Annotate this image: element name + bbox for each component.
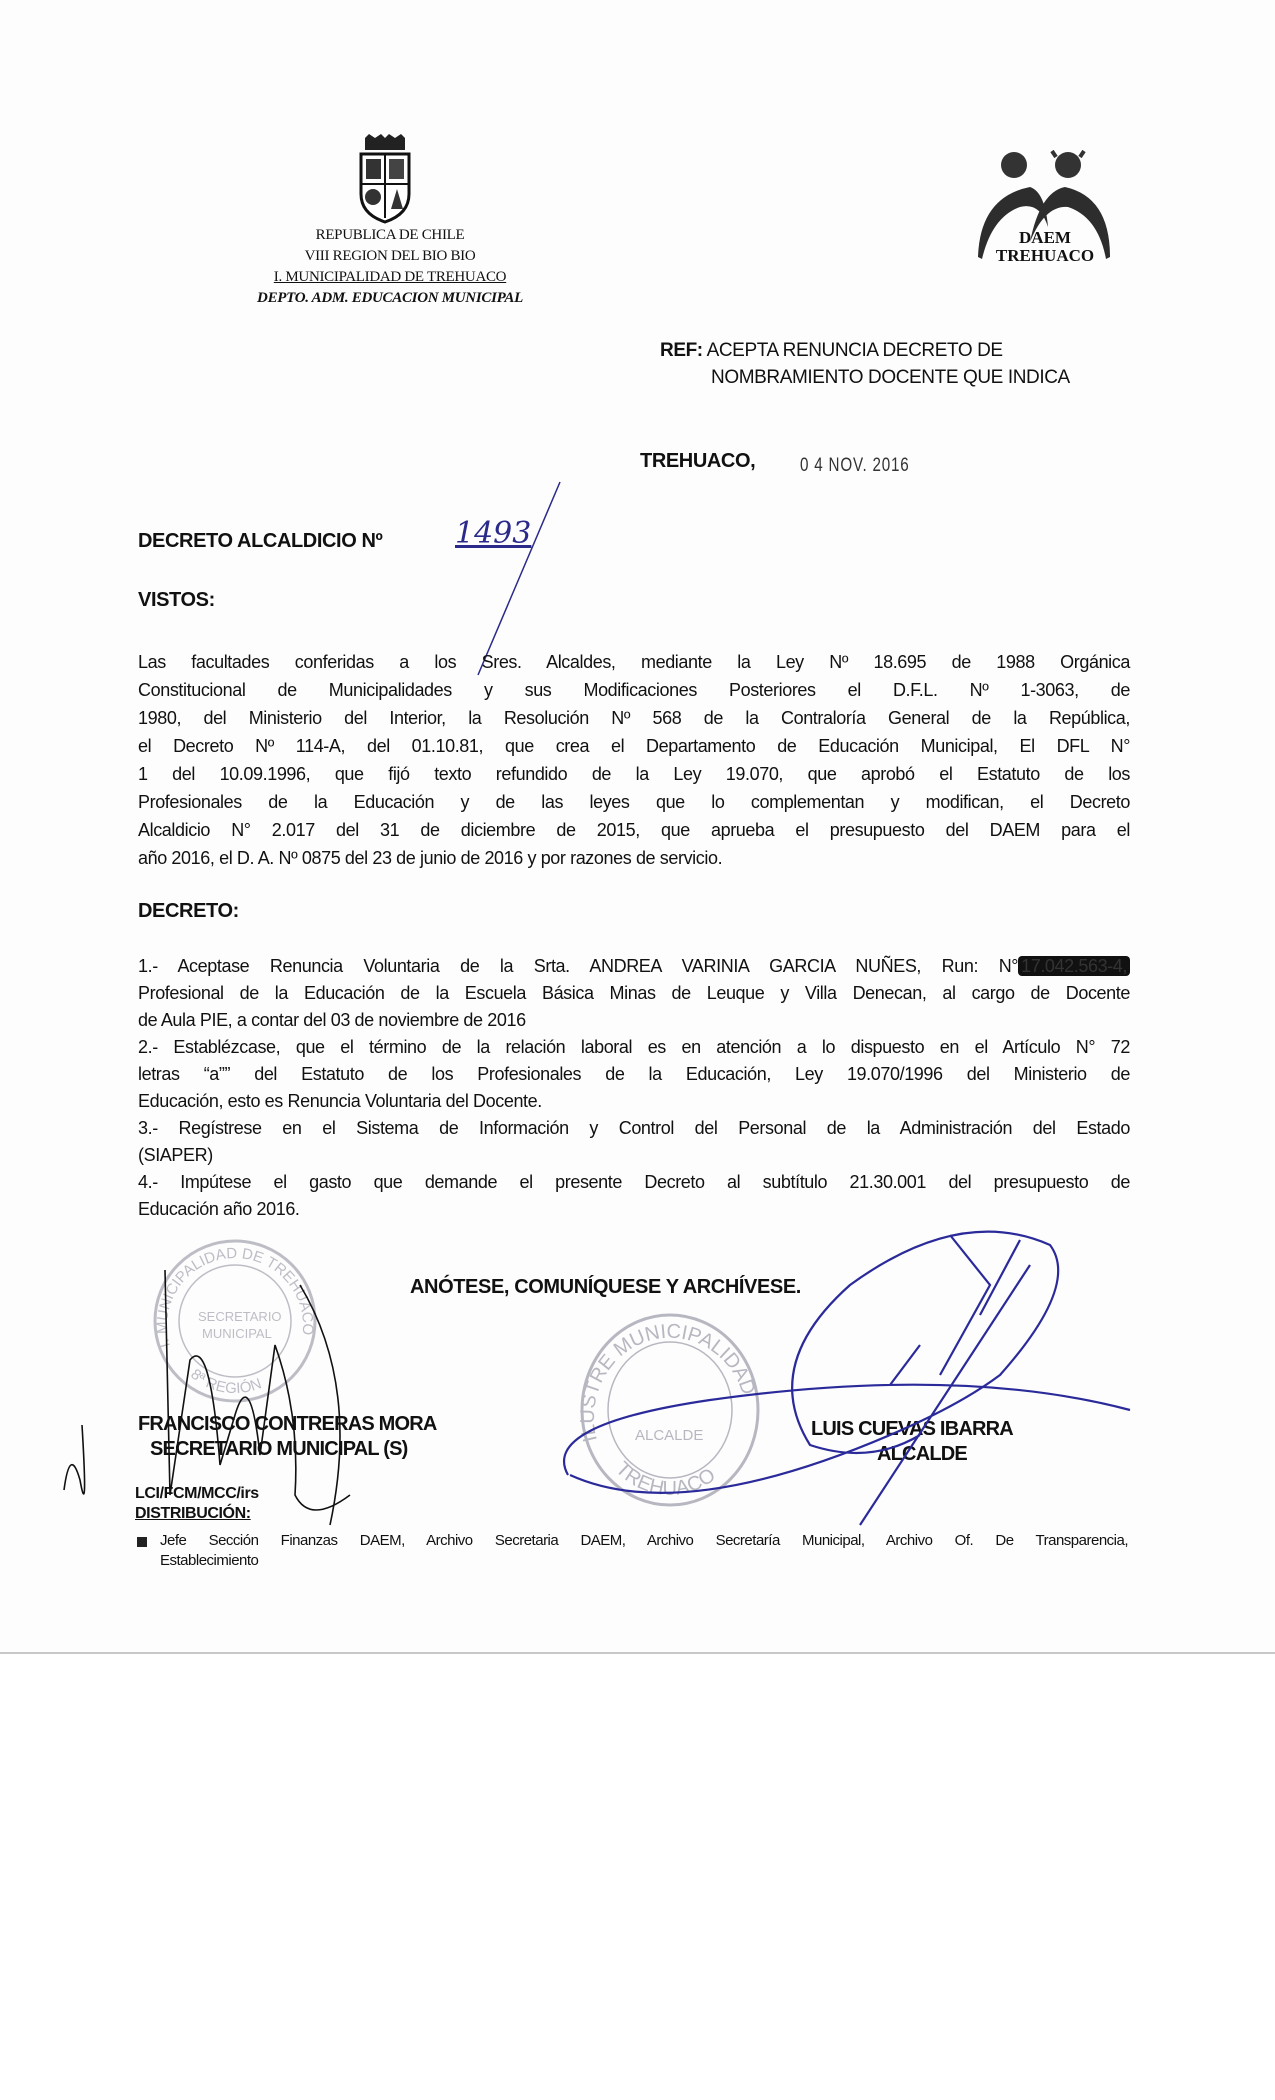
vistos-line: el Decreto Nº 114-A, del 01.10.81, que crea el Departamento de Educación Municipal, El DFL N° <box>138 736 1130 756</box>
letterhead <box>230 225 550 309</box>
secretary-name: FRANCISCO CONTRERAS MORA <box>138 1413 437 1435</box>
secretary-title: SECRETARIO MUNICIPAL (S) <box>150 1438 408 1460</box>
vistos-line: Profesionales de la Educación y de las leyes que lo complementan y modifican, el Decreto <box>138 792 1130 812</box>
stamp-right-arc-text: ILUSTRE MUNICIPALIDAD <box>576 1320 760 1445</box>
vistos-heading: VISTOS: <box>138 589 215 611</box>
municipal-crest-icon <box>355 134 415 222</box>
letterhead-country: REPUBLICA DE CHILE <box>315 227 465 243</box>
distribution-line-1: Jefe Sección Finanzas DAEM, Archivo Secretaria DAEM, Archivo Secretaría Municipal, Archivo Of. De Transparencia, <box>160 1532 1128 1549</box>
letterhead-department: DEPTO. ADM. EDUCACION MUNICIPAL <box>257 290 523 306</box>
ref-line-1: ACEPTA RENUNCIA DECRETO DE <box>706 340 1003 361</box>
vistos-line: 1 del 10.09.1996, que fijó texto refundido de la Ley 19.070, que aprobó el Estatuto de los <box>138 764 1130 784</box>
item-1-text: 1.- Aceptase Renuncia Voluntaria de la Srta. ANDREA VARINIA GARCIA NUÑES, Run: N° <box>138 956 1019 976</box>
decreto-line: 4.- Impútese el gasto que demande el presente Decreto al subtítulo 21.30.001 del presupuesto de <box>138 1172 1130 1192</box>
decreto-line: (SIAPER) <box>138 1145 213 1165</box>
stamp-left-arc-text: I. MUNICIPALIDAD DE TREHUACO <box>153 1244 317 1350</box>
place: TREHUACO, <box>640 450 756 472</box>
stamp-left-municipal: MUNICIPAL <box>202 1326 272 1341</box>
logo-daem-text: DAEM <box>1019 228 1071 247</box>
decreto-items <box>138 953 1130 1223</box>
ref-label: REF: <box>660 340 703 361</box>
mayor-name: LUIS CUEVAS IBARRA <box>811 1418 1013 1440</box>
decree-label: DECRETO ALCALDICIO Nº <box>138 530 383 552</box>
decreto-heading: DECRETO: <box>138 900 239 922</box>
stamp-right-alcalde: ALCALDE <box>635 1427 704 1444</box>
bullet-square-icon <box>137 1537 147 1547</box>
decreto-line: Educación, esto es Renuncia Voluntaria del Docente. <box>138 1091 542 1111</box>
decreto-line: Educación año 2016. <box>138 1199 300 1219</box>
run-redacted: 17.042.563-4, <box>1018 956 1130 976</box>
date-stamp: 0 4 NOV. 2016 <box>800 455 910 476</box>
decreto-line: letras “a”” del Estatuto de los Profesionales de la Educación, Ley 19.070/1996 del Ministerio de <box>138 1064 1130 1084</box>
vistos-paragraph <box>138 648 1130 872</box>
vistos-line: Constitucional de Municipalidades y sus Modificaciones Posteriores el D.F.L. Nº 1-3063, de <box>138 680 1130 700</box>
decree-number-handwritten: 1493 <box>455 516 532 551</box>
vistos-line: Alcaldicio N° 2.017 del 31 de diciembre de 2015, que aprueba el presupuesto del DAEM para el <box>138 820 1130 840</box>
vistos-line: año 2016, el D. A. Nº 0875 del 23 de junio de 2016 y por razones de servicio. <box>138 848 723 868</box>
decreto-line: de Aula PIE, a contar del 03 de noviembre de 2016 <box>138 1010 526 1030</box>
daem-logo <box>970 147 1120 272</box>
mayor-title: ALCALDE <box>877 1443 967 1465</box>
letterhead-municipality: I. MUNICIPALIDAD DE TREHUACO <box>273 269 507 285</box>
vistos-line: 1980, del Ministerio del Interior, la Resolución Nº 568 de la Contraloría General de la República, <box>138 708 1130 728</box>
distribution-line-2: Establecimiento <box>160 1552 259 1569</box>
ref-line-2: NOMBRAMIENTO DOCENTE QUE INDICA <box>711 367 1070 388</box>
stamp-left-region: 8ª REGIÓN <box>187 1365 264 1398</box>
item-1-line <box>138 953 1130 980</box>
letterhead-region: VIII REGION DEL BIO BIO <box>304 248 476 264</box>
decreto-line: 3.- Regístrese en el Sistema de Información y Control del Personal de la Administración del Estado <box>138 1118 1130 1138</box>
mayor-signature <box>560 1225 1140 1525</box>
initials: LCI/FCM/MCC/irs <box>135 1485 259 1502</box>
closing-formula: ANÓTESE, COMUNÍQUESE Y ARCHÍVESE. <box>410 1276 801 1298</box>
logo-trehuaco-text: TREHUACO <box>995 246 1095 265</box>
decreto-line: Profesional de la Educación de la Escuela Básica Minas de Leuque y Villa Denecan, al cargo de Docente <box>138 983 1130 1003</box>
reference <box>660 340 1003 362</box>
stamp-left-secretario: SECRETARIO <box>198 1309 282 1324</box>
vistos-line: Las facultades conferidas a los Sres. Alcaldes, mediante la Ley Nº 18.695 de 1988 Orgánica <box>138 652 1130 672</box>
decreto-line: 2.- Establézcase, que el término de la relación laboral es en atención a lo dispuesto en el Artículo N° 72 <box>138 1037 1130 1057</box>
stamp-right-trehuaco: TREHUACO <box>611 1457 720 1500</box>
distribution-label: DISTRIBUCIÓN: <box>135 1505 251 1522</box>
